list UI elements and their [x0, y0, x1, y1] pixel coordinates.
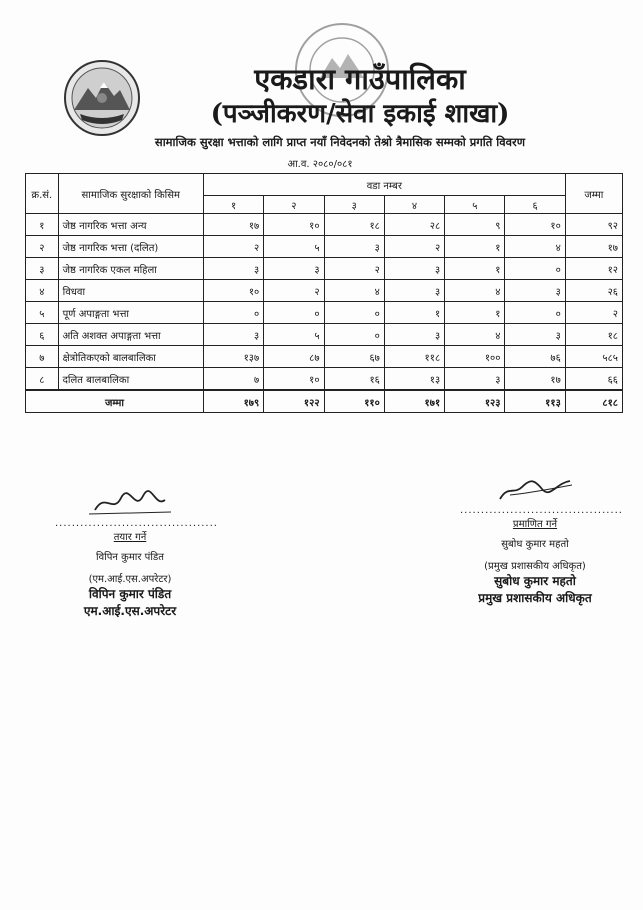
ward-value: ०	[264, 302, 324, 324]
ward-value: १८	[324, 214, 384, 236]
certified-by-block: ....................................... प्रमाणित गर्ने सुबोध कुमार महतो (प्रमुख प्रशासकीय अधिकृत) सुबोध कुमार महतो प्रमुख प्रशासकीय अधिकृत	[460, 475, 610, 606]
progress-table	[25, 173, 623, 413]
ward-value: ३	[203, 258, 263, 280]
ward-value: १३	[384, 368, 444, 391]
fiscal-year: आ.व. २०८०/०८१	[287, 159, 353, 170]
ward-value: ७६	[505, 346, 565, 368]
signature-right-icon	[490, 475, 580, 505]
col-total-header: जम्मा	[565, 174, 622, 214]
ward-value: १७	[505, 368, 565, 391]
col-type-header: सामाजिक सुरक्षाको किसिम	[58, 174, 203, 214]
row-total: १२	[565, 258, 622, 280]
row-total: २	[565, 302, 622, 324]
row-total: ९२	[565, 214, 622, 236]
row-type: जेष्ठ नागरिक एकल महिला	[58, 258, 203, 280]
ward-value: १०	[264, 214, 324, 236]
total-label: जम्मा	[26, 390, 204, 413]
ward-number-header: ५	[445, 196, 505, 214]
ward-number-header: २	[264, 196, 324, 214]
ward-value: १३७	[203, 346, 263, 368]
page-title: एकडारा गाउँपालिका	[254, 62, 466, 96]
ward-value: ०	[505, 302, 565, 324]
col-ward-header: वडा नम्बर	[203, 174, 565, 196]
col-sn-header: क्र.सं.	[26, 174, 59, 214]
ward-value: ७	[203, 368, 263, 391]
ward-number-header: ६	[505, 196, 565, 214]
certified-by-stamp-name: सुबोध कुमार महतो	[494, 574, 576, 588]
row-type: विधवा	[58, 280, 203, 302]
ward-value: १०	[505, 214, 565, 236]
ward-value: ६७	[324, 346, 384, 368]
prepared-by-stamp-name: विपिन कुमार पंडित	[88, 587, 172, 601]
table-row	[26, 258, 623, 280]
ward-value: ८७	[264, 346, 324, 368]
ward-value: १००	[445, 346, 505, 368]
row-type: अति अशक्त अपाङ्गता भत्ता	[58, 324, 203, 346]
ward-total: १२२	[264, 390, 324, 413]
ward-value: ३	[324, 236, 384, 258]
ward-value: १	[384, 302, 444, 324]
table-row	[26, 346, 623, 368]
ward-value: ०	[324, 302, 384, 324]
table-row	[26, 236, 623, 258]
ward-value: ३	[384, 258, 444, 280]
ward-value: १	[445, 302, 505, 324]
ward-value: १	[445, 236, 505, 258]
row-sn: १	[26, 214, 59, 236]
table-row	[26, 368, 623, 391]
row-type: जेष्ठ नागरिक भत्ता (दलित)	[58, 236, 203, 258]
ward-value: ४	[445, 280, 505, 302]
ward-value: १६	[324, 368, 384, 391]
ward-value: २	[203, 236, 263, 258]
table-row	[26, 324, 623, 346]
ward-total: ११३	[505, 390, 565, 413]
prepared-by-role: तयार गर्ने	[113, 532, 147, 543]
signature-left-icon	[85, 488, 175, 518]
ward-number-header: ३	[324, 196, 384, 214]
ward-number-header: ४	[384, 196, 444, 214]
ward-value: ४	[505, 236, 565, 258]
ward-value: १०	[264, 368, 324, 391]
total-row	[26, 390, 623, 413]
report-heading: सामाजिक सुरक्षा भत्ताको लागि प्राप्त नयाँ निवेदनको तेश्रो त्रैमासिक सम्मको प्रगति विवरण	[154, 135, 526, 149]
ward-value: ३	[384, 280, 444, 302]
ward-value: २	[264, 280, 324, 302]
row-total: ६६	[565, 368, 622, 391]
ward-value: ९	[445, 214, 505, 236]
row-sn: ७	[26, 346, 59, 368]
row-total: २६	[565, 280, 622, 302]
ward-value: १०	[203, 280, 263, 302]
prepared-by-block: ....................................... तयार गर्ने विपिन कुमार पंडित (एम.आई.एस.अपरेटर) विपिन कुमार पंडित एम.आई.एस.अपरेटर	[55, 488, 205, 619]
ward-total: ११०	[324, 390, 384, 413]
grand-total: ८१८	[565, 390, 622, 413]
ward-value: ०	[203, 302, 263, 324]
ward-value: ३	[445, 368, 505, 391]
prepared-by-name: विपिन कुमार पंडित	[96, 552, 164, 563]
row-sn: २	[26, 236, 59, 258]
row-sn: ८	[26, 368, 59, 391]
ward-value: ११८	[384, 346, 444, 368]
table-row	[26, 302, 623, 324]
certified-by-name: सुबोध कुमार महतो	[501, 539, 569, 550]
ward-value: ०	[505, 258, 565, 280]
prepared-by-position: (एम.आई.एस.अपरेटर)	[88, 574, 172, 585]
ward-total: १७१	[384, 390, 444, 413]
row-total: १७	[565, 236, 622, 258]
row-total: १८	[565, 324, 622, 346]
ward-value: ३	[264, 258, 324, 280]
ward-value: ४	[324, 280, 384, 302]
ward-value: ५	[264, 324, 324, 346]
row-type: जेष्ठ नागरिक भत्ता अन्य	[58, 214, 203, 236]
ward-value: ३	[384, 324, 444, 346]
ward-value: ४	[445, 324, 505, 346]
ward-total: १७९	[203, 390, 263, 413]
ward-value: २	[324, 258, 384, 280]
ward-value: ३	[505, 324, 565, 346]
prepared-by-stamp-position: एम.आई.एस.अपरेटर	[83, 604, 177, 618]
certified-by-role: प्रमाणित गर्ने	[512, 519, 558, 530]
certified-by-stamp-position: प्रमुख प्रशासकीय अधिकृत	[478, 591, 592, 605]
table-row	[26, 280, 623, 302]
row-total: ५८५	[565, 346, 622, 368]
row-sn: ५	[26, 302, 59, 324]
row-type: दलित बालबालिका	[58, 368, 203, 391]
ward-value: १	[445, 258, 505, 280]
ward-number-header: १	[203, 196, 263, 214]
ward-value: ५	[264, 236, 324, 258]
ward-value: ३	[203, 324, 263, 346]
ward-total: १२३	[445, 390, 505, 413]
page-subtitle: (पञ्जीकरण/सेवा इकाई शाखा)	[210, 99, 510, 129]
ward-value: ३	[505, 280, 565, 302]
ward-value: २	[384, 236, 444, 258]
ward-value: ०	[324, 324, 384, 346]
ward-value: १७	[203, 214, 263, 236]
row-sn: ६	[26, 324, 59, 346]
row-type: क्षेत्रोतिकएको बालबालिका	[58, 346, 203, 368]
row-sn: ३	[26, 258, 59, 280]
table-row	[26, 214, 623, 236]
row-type: पूर्ण अपाङ्गता भत्ता	[58, 302, 203, 324]
ward-value: २८	[384, 214, 444, 236]
certified-by-position: (प्रमुख प्रशासकीय अधिकृत)	[484, 561, 586, 572]
nepal-emblem-icon	[62, 58, 142, 138]
row-sn: ४	[26, 280, 59, 302]
